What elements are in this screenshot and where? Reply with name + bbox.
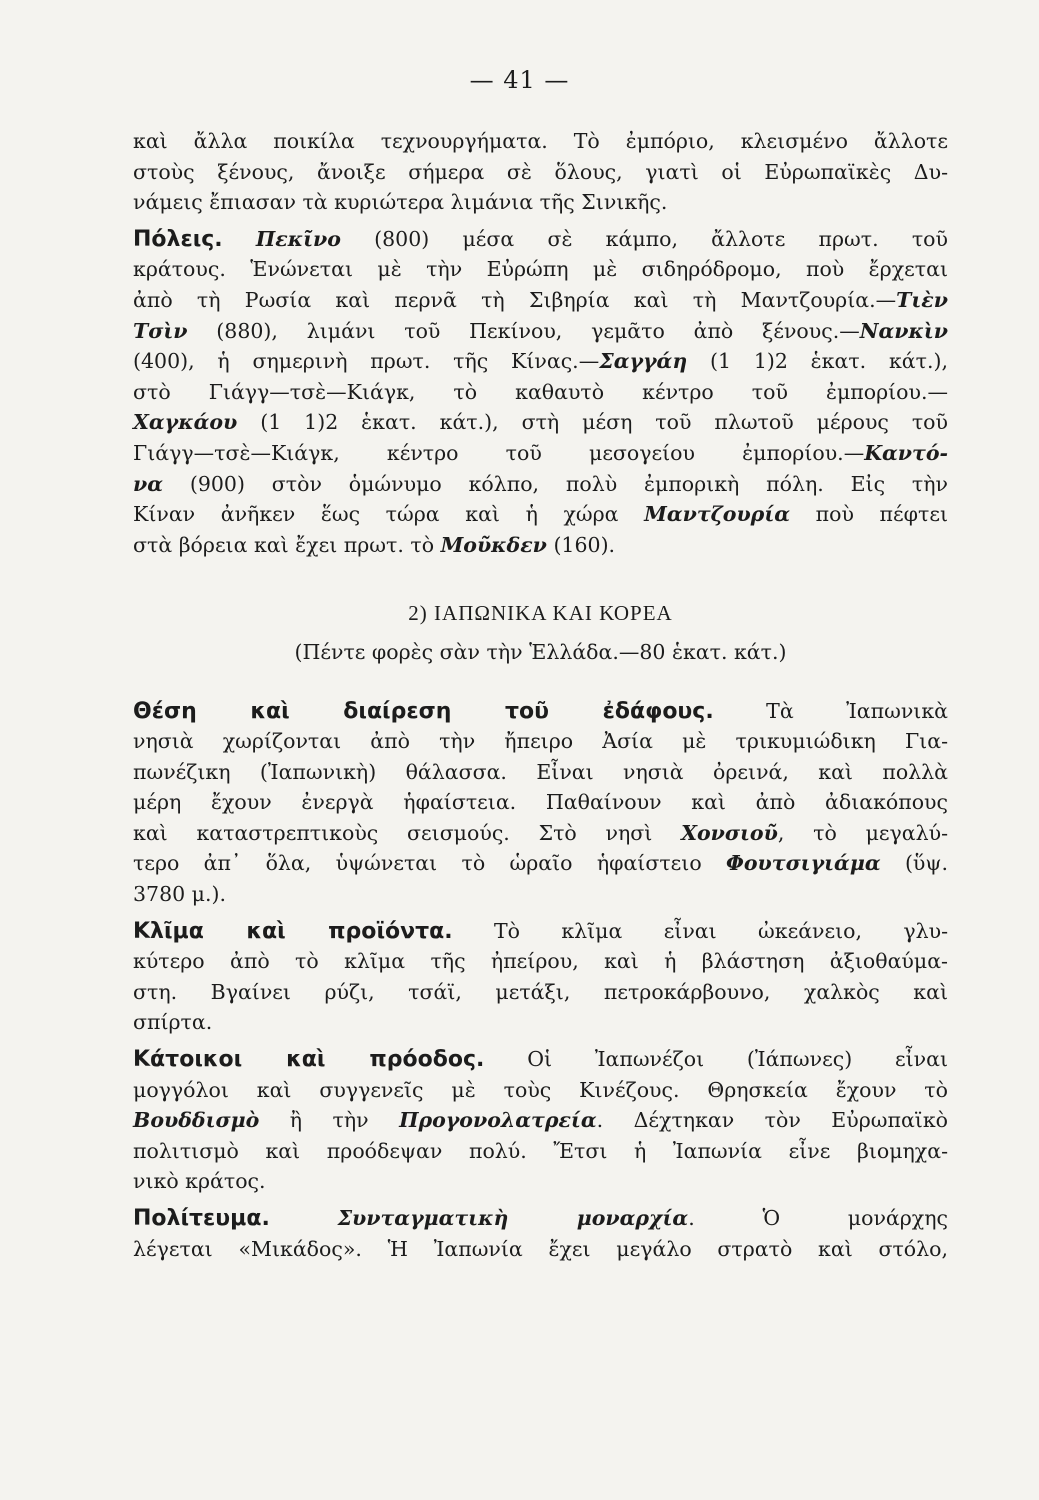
text-run: στὸ Γιάγγ—τσὲ—Κιάγκ, τὸ καθαυτὸ κέντρο τοῦ ἐμπορίου.— [133, 379, 948, 404]
text-run: 3780 μ.). [133, 882, 227, 907]
text-line [133, 254, 948, 285]
chapter-title: 2) ΙΑΠΩΝΙΚΑ ΚΑΙ ΚΟΡΕΑ [408, 601, 673, 626]
text-line [133, 848, 948, 879]
place-name: Συνταγματικὴ μοναρχία [337, 1206, 689, 1230]
text-line [133, 407, 948, 438]
spacer [133, 668, 948, 690]
text-line [133, 818, 948, 849]
text-run: κράτους. Ἑνώνεται μὲ τὴν Εὐρώπη μὲ σιδηρόδρομο, ποὺ ἔρχεται [133, 257, 948, 282]
text-run: (160). [546, 532, 616, 557]
text-run: Κίναν ἀνῆκεν ἕως τώρα καὶ ἡ χώρα [133, 502, 645, 527]
text-line [133, 285, 948, 316]
place-name: Χαγκάου [133, 410, 238, 435]
text-run: , τὸ μεγαλύ- [777, 820, 948, 845]
text-line [133, 1044, 948, 1075]
place-name: Πεκῖνο [255, 226, 341, 251]
text-run [270, 1206, 338, 1230]
place-name: Τιὲν [896, 287, 948, 312]
place-name: Μοῦκδεν [440, 532, 547, 557]
text-run: Γιάγγ—τσὲ—Κιάγκ, κέντρο τοῦ μεσογείου ἐμπορίου.— [133, 440, 865, 465]
text-line [133, 316, 948, 347]
place-name: Προγονολατρεία [399, 1108, 597, 1133]
page-number: — 41 — [469, 66, 570, 94]
text-line [133, 438, 948, 469]
text-run: νάμεις ἔπιασαν τὰ κυριώτερα λιμάνια τῆς Σινικῆς. [133, 190, 668, 215]
text-line [133, 1136, 948, 1167]
text-run: . Δέχτηκαν τὸν Εὐρωπαϊκὸ [596, 1108, 948, 1133]
text-line [133, 499, 948, 530]
body-text [133, 126, 948, 1264]
spacer [133, 560, 948, 598]
text-run: νησιὰ χωρίζονται ἀπὸ τὴν ἤπειρο Ἀσία μὲ τρικυμιώδικη Για- [133, 729, 948, 754]
text-line [133, 1075, 948, 1106]
text-run: μογγόλοι καὶ συγγενεῖς μὲ τοὺς Κινέζους. Θρησκεία ἔχουν τὸ [133, 1077, 948, 1102]
text-run: τερο ἀπ᾽ ὅλα, ὑψώνεται τὸ ὡραῖο ἡφαίστειο [133, 851, 727, 876]
text-run: σπίρτα. [133, 1010, 213, 1035]
text-run: (1 1)2 ἑκατ. κάτ.), στὴ μέση τοῦ πλωτοῦ μέρους τοῦ [237, 410, 948, 435]
text-line [133, 977, 948, 1008]
text-run: Οἱ Ἰαπωνέζοι (Ἰάπωνες) εἶναι [484, 1047, 948, 1072]
text-run [223, 227, 256, 251]
section-heading: Κλῖμα καὶ προϊόντα. [133, 918, 453, 944]
text-run: . Ὁ μονάρχης [688, 1206, 948, 1230]
place-name: να [133, 471, 163, 496]
text-line [133, 224, 948, 255]
text-line [133, 157, 948, 188]
text-run: (800) μέσα σὲ κάμπο, ἄλλοτε πρωτ. τοῦ [340, 226, 948, 251]
section-heading: Πόλεις. [133, 226, 223, 252]
text-run: στη. Βγαίνει ρύζι, τσάϊ, μετάξι, πετροκάρβουνο, χαλκὸς καὶ [133, 979, 948, 1004]
place-name: Φουτσιγιάμα [726, 851, 881, 876]
place-name: Βουδδισμὸ [133, 1108, 260, 1133]
place-name: Καντό- [864, 440, 948, 465]
place-name: Νανκὶν [859, 318, 948, 343]
text-line [133, 126, 948, 157]
text-run: στοὺς ξένους, ἄνοιξε σήμερα σὲ ὅλους, γιατὶ οἱ Εὐρωπαϊκὲς Δυ- [133, 159, 948, 184]
text-run: καὶ καταστρεπτικοὺς σεισμούς. Στὸ νησὶ [133, 820, 682, 845]
text-run: πολιτισμὸ καὶ προόδεψαν πολύ. Ἔτσι ἡ Ἰαπωνία εἶνε βιομηχα- [133, 1138, 948, 1163]
text-run: (1 1)2 ἑκατ. κάτ.), [687, 349, 948, 374]
text-line [133, 946, 948, 977]
section-heading: Θέση καὶ διαίρεση τοῦ ἐδάφους. [133, 698, 714, 724]
section-heading: Κάτοικοι καὶ πρόοδος. [133, 1047, 485, 1073]
text-line [133, 1234, 948, 1265]
text-run: στὰ βόρεια καὶ ἔχει πρωτ. τὸ [133, 532, 441, 557]
text-run: καὶ ἄλλα ποικίλα τεχνουργήματα. Τὸ ἐμπόριο, κλεισμένο ἄλλοτε [133, 129, 948, 153]
text-line [133, 530, 948, 561]
text-run: λέγεται «Μικάδος». Ἡ Ἰαπωνία ἔχει μεγάλο στρατὸ καὶ στόλο, [133, 1236, 948, 1261]
text-run: ἀπὸ τὴ Ρωσία καὶ περνᾶ τὴ Σιβηρία καὶ τὴ Μαντζουρία.— [133, 287, 897, 312]
text-run: (900) στὸν ὁμώνυμο κόλπο, πολὺ ἐμπορικὴ πόλη. Εἰς τὴν [163, 471, 948, 496]
text-line [133, 916, 948, 947]
text-run: Τὸ κλῖμα εἶναι ὠκεάνειο, γλυ- [452, 918, 948, 943]
text-line [133, 726, 948, 757]
text-run: ἢ τὴν [259, 1108, 400, 1133]
text-run: (ὕψ. [880, 851, 948, 876]
text-line [133, 1166, 948, 1197]
text-line [133, 879, 948, 910]
text-line [133, 346, 948, 377]
text-run: ποὺ πέφτει [790, 502, 948, 527]
text-line [133, 187, 948, 218]
text-line [133, 787, 948, 818]
text-run: νικὸ κράτος. [133, 1169, 266, 1194]
text-run: κύτερο ἀπὸ τὸ κλῖμα τῆς ἠπείρου, καὶ ἡ βλάστηση ἀξιοθαύμα- [133, 949, 948, 974]
text-run: πωνέζικη (Ἰαπωνικὴ) θάλασσα. Εἶναι νησιὰ ὀρεινά, καὶ πολλὰ [133, 759, 948, 784]
place-name: Χονσιοῦ [681, 820, 778, 845]
place-name: Τσὶν [133, 318, 188, 343]
text-line [133, 469, 948, 500]
chapter-subtitle: (Πέντε φορὲς σὰν τὴν Ἑλλάδα.—80 ἑκατ. κάτ.) [294, 639, 787, 664]
text-line [133, 1203, 948, 1234]
text-run: (400), ἡ σημερινὴ πρωτ. τῆς Κίνας.— [133, 349, 600, 374]
text-run: (880), λιμάνι τοῦ Πεκίνου, γεμᾶτο ἀπὸ ξένους.— [187, 318, 860, 343]
section-heading: Πολίτευμα. [133, 1206, 270, 1231]
text-line [133, 696, 948, 727]
text-run: μέρη ἔχουν ἐνεργὰ ἡφαίστεια. Παθαίνουν καὶ ἀπὸ ἀδιακόπους [133, 790, 948, 815]
text-line [133, 1105, 948, 1136]
text-line [133, 377, 948, 408]
place-name: Μαντζουρία [644, 502, 791, 527]
text-line [133, 1007, 948, 1038]
text-line [133, 757, 948, 788]
text-run: Τὰ Ἰαπωνικὰ [713, 698, 948, 723]
place-name: Σαγγάη [599, 349, 688, 374]
